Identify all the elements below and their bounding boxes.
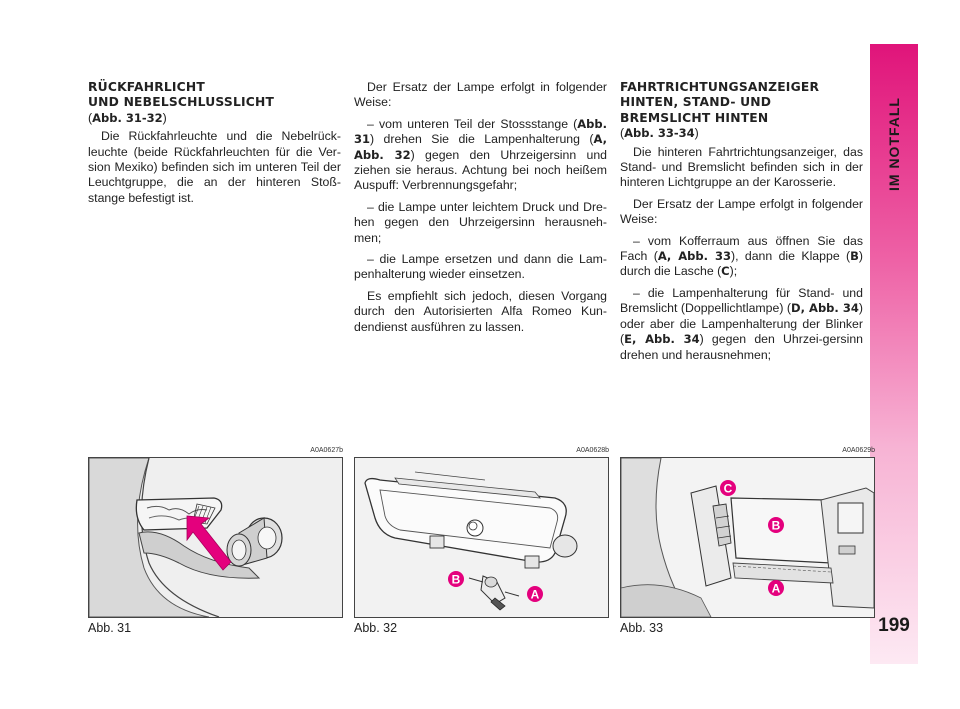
heading-line-2: HINTEN, STAND- UND [620, 95, 772, 110]
figure-31 [88, 447, 343, 635]
label-c: C [723, 481, 733, 496]
heading-line-1: FAHRTRICHTUNGSANZEIGER [620, 80, 820, 94]
paragraph: – die Lampe unter leichtem Druck und Dre-hen gegen den Uhrzeigersinn herausneh-men; [354, 199, 607, 245]
label-a: A [771, 581, 781, 596]
paragraph: Der Ersatz der Lampe erfolgt in folgender Weise: [354, 80, 607, 110]
figure-33-illustration [620, 457, 875, 618]
paragraph: – die Lampenhalterung für Stand- und Bremslicht (Doppellichtlampe) (D, Abb. 34) oder aber die Lampenhalterung der Blinker (E, Abb. 34) gegen den Uhrzei-gersinn drehen und herausnehmen; [620, 285, 863, 362]
paragraph: Es empfiehlt sich jedoch, diesen Vorgang durch den Autorisierten Alfa Romeo Kun-dendienst ausführen zu lassen. [354, 288, 607, 334]
heading-line-1: RÜCKFAHRLICHT [88, 80, 205, 94]
label-a-marker [527, 586, 543, 602]
figure-32-illustration [354, 457, 609, 618]
label-b: B [451, 572, 461, 587]
figure-code: A0A0628b [576, 447, 609, 454]
paragraph: Die Rückfahrleuchte und die Nebelrück-leuchte (beide Rückfahrleuchten für die Ver-sion Mexiko) befinden sich im unteren Teil der Leuchtgruppe, die an der hinteren Stoß-stange befestigt ist. [88, 129, 341, 205]
paragraph: – vom Kofferraum aus öffnen Sie das Fach (A, Abb. 33), dann die Klappe (B) durch die Lasche (C); [620, 233, 864, 279]
label-c-marker [720, 480, 736, 496]
figure-31-illustration [88, 457, 343, 618]
figure-33 [620, 447, 875, 635]
figure-code: A0A0627b [310, 447, 343, 454]
figure-caption: Abb. 31 [88, 621, 132, 635]
figure-reference: (Abb. 33-34) [620, 126, 699, 141]
label-b: B [771, 518, 781, 533]
reversing-lamp-unit [136, 498, 221, 530]
figure-reference: (Abb. 31-32) [88, 110, 167, 125]
label-b-marker [448, 571, 464, 587]
page-number: 199 [878, 615, 910, 636]
paragraph: Der Ersatz der Lampe erfolgt in folgender Weise: [620, 196, 863, 227]
label-a-marker [768, 580, 784, 596]
figure-caption: Abb. 33 [620, 621, 664, 635]
section-title [870, 44, 918, 244]
figure-32 [354, 447, 609, 635]
figure-caption: Abb. 32 [354, 621, 398, 635]
paragraph: – vom unteren Teil der Stossstange (Abb. 31) drehen Sie die Lampenhalterung (A, Abb. 32) gegen den Uhrzeigersinn und ziehen sie heraus. Achtung bei noch heißem Auspuff: Verbrennungsgefahr; [354, 116, 607, 193]
heading-line-2: UND NEBELSCHLUSSLICHT [88, 95, 275, 110]
column-2 [354, 80, 607, 341]
label-a: A [530, 587, 540, 602]
heading-line-3: BREMSLICHT HINTEN [620, 110, 769, 125]
label-b-marker [768, 517, 784, 533]
section-sidebar [870, 44, 918, 664]
column-3 [620, 80, 863, 369]
column-1 [88, 80, 341, 212]
paragraph: – die Lampe ersetzen und dann die Lam-penhalterung wieder einsetzen. [354, 252, 607, 282]
paragraph: Die hinteren Fahrtrichtungsanzeiger, das Stand- und Bremslicht befinden sich in der hinteren Lichtgruppe an der Karosserie. [620, 144, 863, 190]
figure-code: A0A0629b [842, 447, 875, 454]
section-title-text: IM NOTFALL [886, 97, 902, 191]
